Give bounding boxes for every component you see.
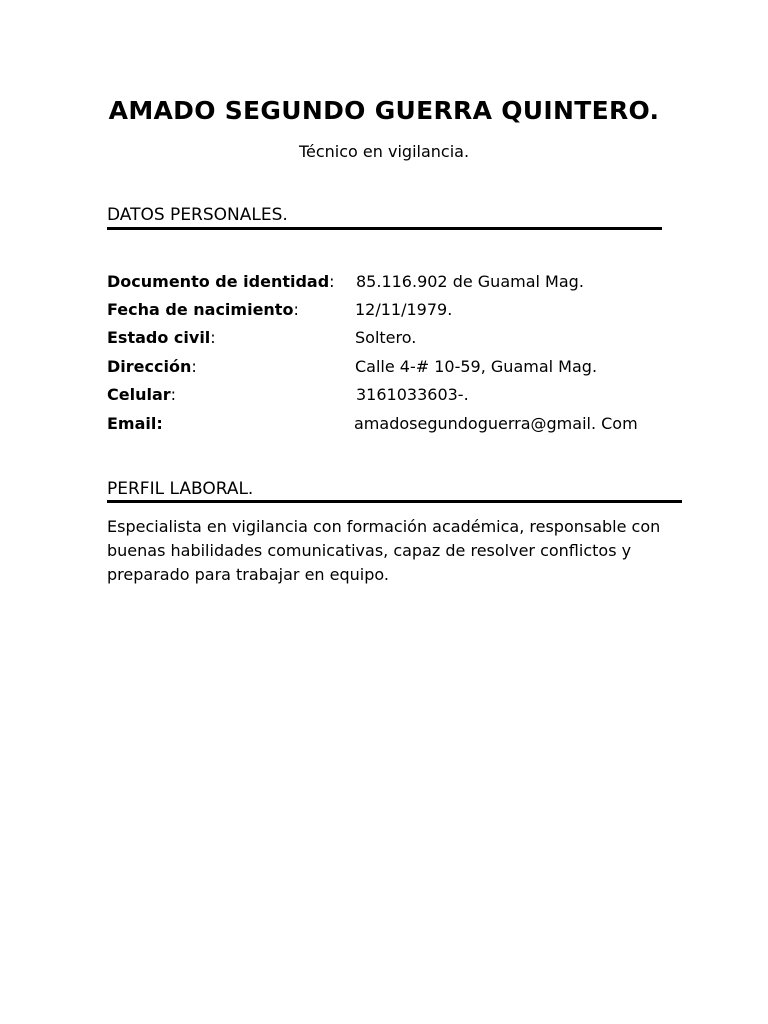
info-row-phone [107, 385, 667, 409]
section-divider [107, 500, 682, 503]
page-title: AMADO SEGUNDO GUERRA QUINTERO. [108, 96, 660, 125]
info-row-birthdate [107, 300, 667, 324]
info-row-email [107, 414, 667, 438]
info-row-civil-status [107, 328, 667, 352]
info-row-address [107, 357, 667, 381]
email-value: amadosegundoguerra@gmail. Com [354, 414, 638, 433]
info-value: Soltero. [355, 328, 417, 347]
info-label: Celular: [107, 385, 177, 404]
info-label: Documento de identidad: [107, 272, 335, 291]
info-row-document [107, 272, 667, 296]
info-label: Dirección: [107, 357, 197, 376]
info-value: 3161033603-. [356, 385, 469, 404]
info-label: Estado civil: [107, 328, 216, 347]
job-title: Técnico en vigilancia. [298, 142, 470, 161]
section-heading-personal: DATOS PERSONALES. [107, 205, 288, 225]
section-heading-profile: PERFIL LABORAL. [107, 479, 254, 499]
info-value: 85.116.902 de Guamal Mag. [356, 272, 584, 291]
profile-line: buenas habilidades comunicativas, capaz de resolver conflictos y [107, 541, 632, 560]
info-label: Fecha de nacimiento: [107, 300, 299, 319]
profile-paragraph [107, 515, 667, 587]
profile-line: preparado para trabajar en equipo. [107, 565, 389, 584]
info-label: Email: [107, 414, 163, 433]
profile-line: Especialista en vigilancia con formación académica, responsable con [107, 517, 661, 536]
info-value: Calle 4-# 10-59, Guamal Mag. [355, 357, 598, 376]
section-divider [107, 227, 662, 230]
info-value: 12/11/1979. [355, 300, 453, 319]
